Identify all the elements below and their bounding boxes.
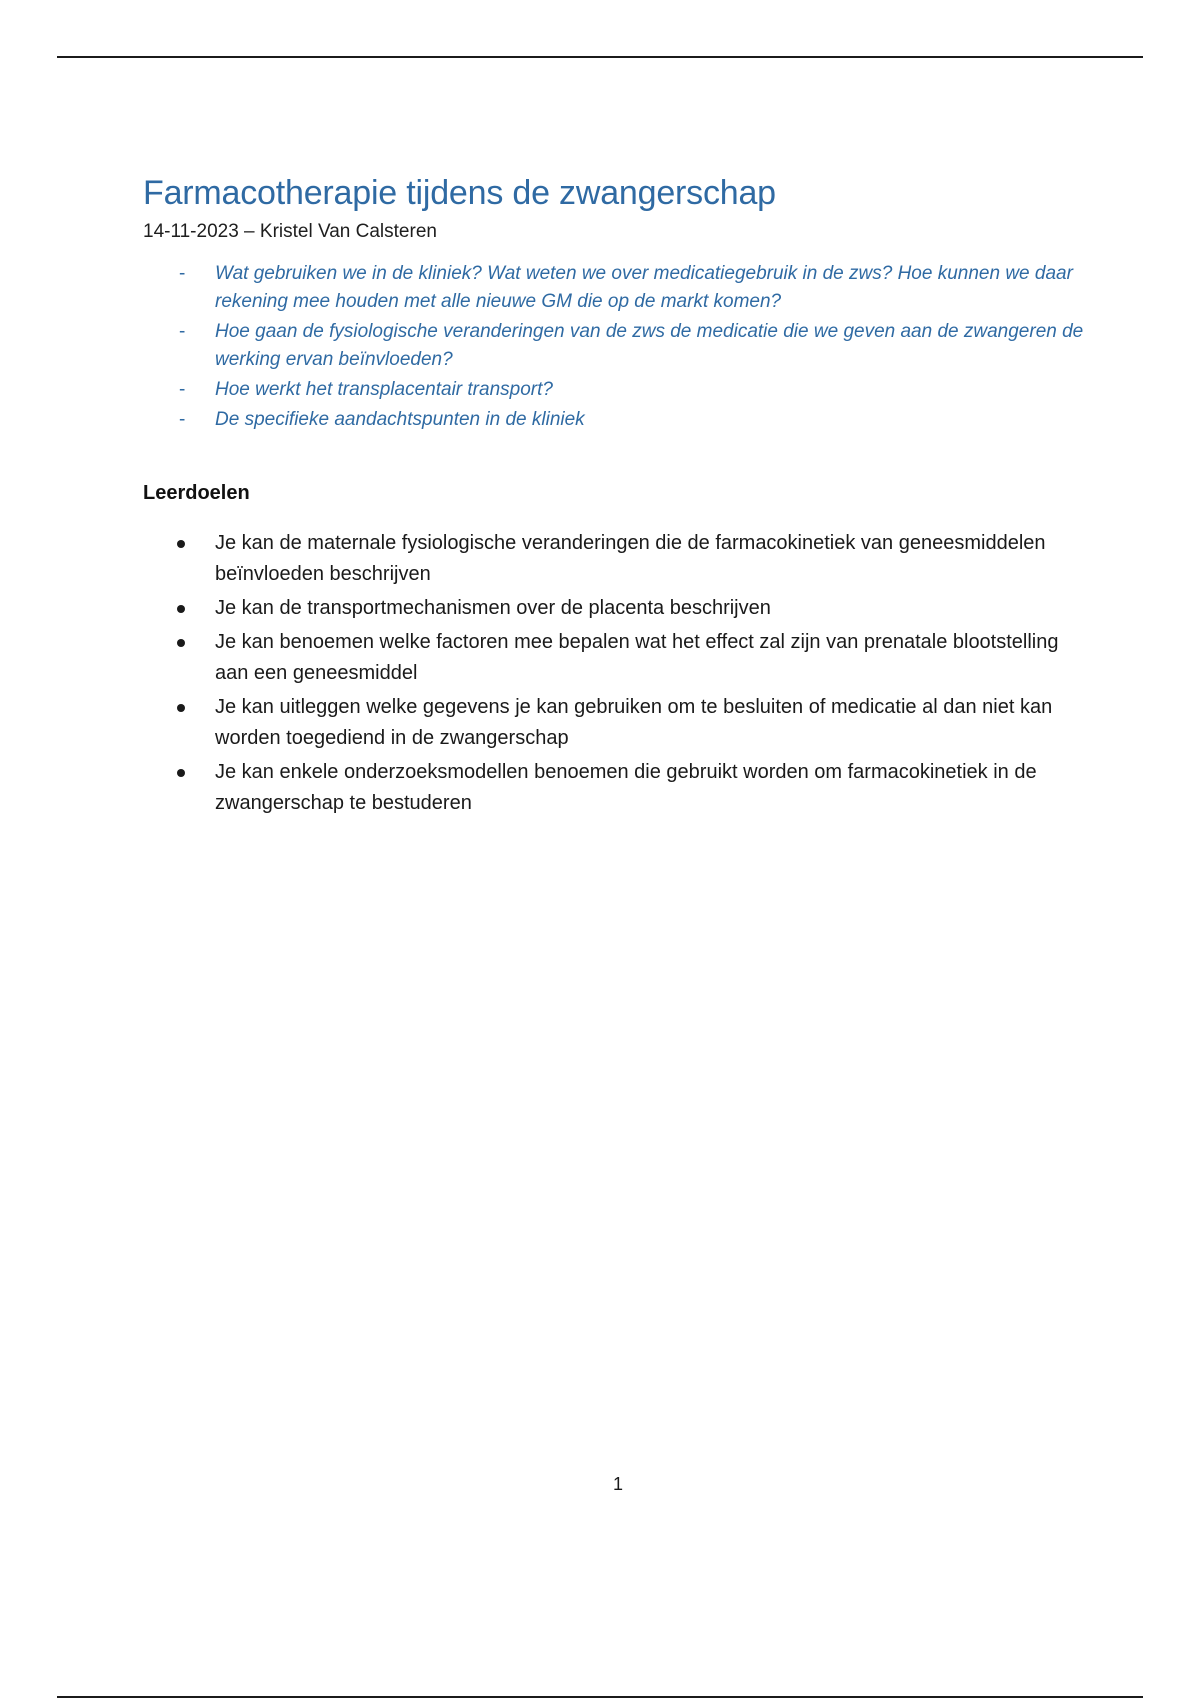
goal-text: Je kan benoemen welke factoren mee bepalen wat het effect zal zijn van prenatale blootstelling aan een geneesmiddel bbox=[215, 631, 1059, 684]
dash-marker: - bbox=[179, 321, 186, 342]
question-text: Hoe gaan de fysiologische veranderingen van de zws de medicatie die we geven aan de zwangeren de werking ervan beïnvloeden? bbox=[215, 321, 1084, 370]
page-number: 1 bbox=[612, 1474, 623, 1494]
goal-item bbox=[143, 593, 1093, 624]
question-item bbox=[143, 406, 1093, 434]
dash-marker: - bbox=[179, 409, 186, 430]
bullet-icon bbox=[177, 605, 185, 613]
dash-marker: - bbox=[179, 379, 186, 400]
page-title: Farmacotherapie tijdens de zwangerschap bbox=[143, 174, 776, 212]
dash-marker: - bbox=[179, 263, 186, 284]
section-heading-leerdoelen: Leerdoelen bbox=[143, 482, 250, 504]
question-item bbox=[143, 260, 1093, 316]
goal-item bbox=[143, 757, 1093, 819]
goal-item bbox=[143, 692, 1093, 754]
question-list bbox=[143, 260, 1093, 434]
date-author-line: 14-11-2023 – Kristel Van Calsteren bbox=[143, 221, 437, 242]
goal-text: Je kan uitleggen welke gegevens je kan gebruiken om te besluiten of medicatie al dan niet kan worden toegediend in de zwangerschap bbox=[215, 696, 1053, 749]
goal-item bbox=[143, 528, 1093, 590]
question-text: Wat gebruiken we in de kliniek? Wat weten we over medicatiegebruik in de zws? Hoe kunnen we daar rekening mee houden met alle nieuwe GM die op de markt komen? bbox=[215, 263, 1073, 312]
bullet-icon bbox=[177, 540, 185, 548]
bullet-icon bbox=[177, 769, 185, 777]
footer-rule bbox=[57, 1696, 1143, 1698]
goal-text: Je kan de transportmechanismen over de placenta beschrijven bbox=[215, 597, 771, 619]
goal-text: Je kan enkele onderzoeksmodellen benoemen die gebruikt worden om farmacokinetiek in de zwangerschap te bestuderen bbox=[215, 761, 1037, 814]
goal-text: Je kan de maternale fysiologische veranderingen die de farmacokinetiek van geneesmiddelen beïnvloeden beschrijven bbox=[215, 532, 1046, 585]
question-text: Hoe werkt het transplacentair transport? bbox=[215, 379, 553, 400]
page-content bbox=[143, 168, 1093, 822]
bullet-icon bbox=[177, 704, 185, 712]
goal-item bbox=[143, 627, 1093, 689]
bullet-icon bbox=[177, 639, 185, 647]
question-item bbox=[143, 376, 1093, 404]
question-text: De specifieke aandachtspunten in de kliniek bbox=[215, 409, 585, 430]
header-rule bbox=[57, 56, 1143, 58]
question-item bbox=[143, 318, 1093, 374]
learning-goals-list bbox=[143, 528, 1093, 819]
